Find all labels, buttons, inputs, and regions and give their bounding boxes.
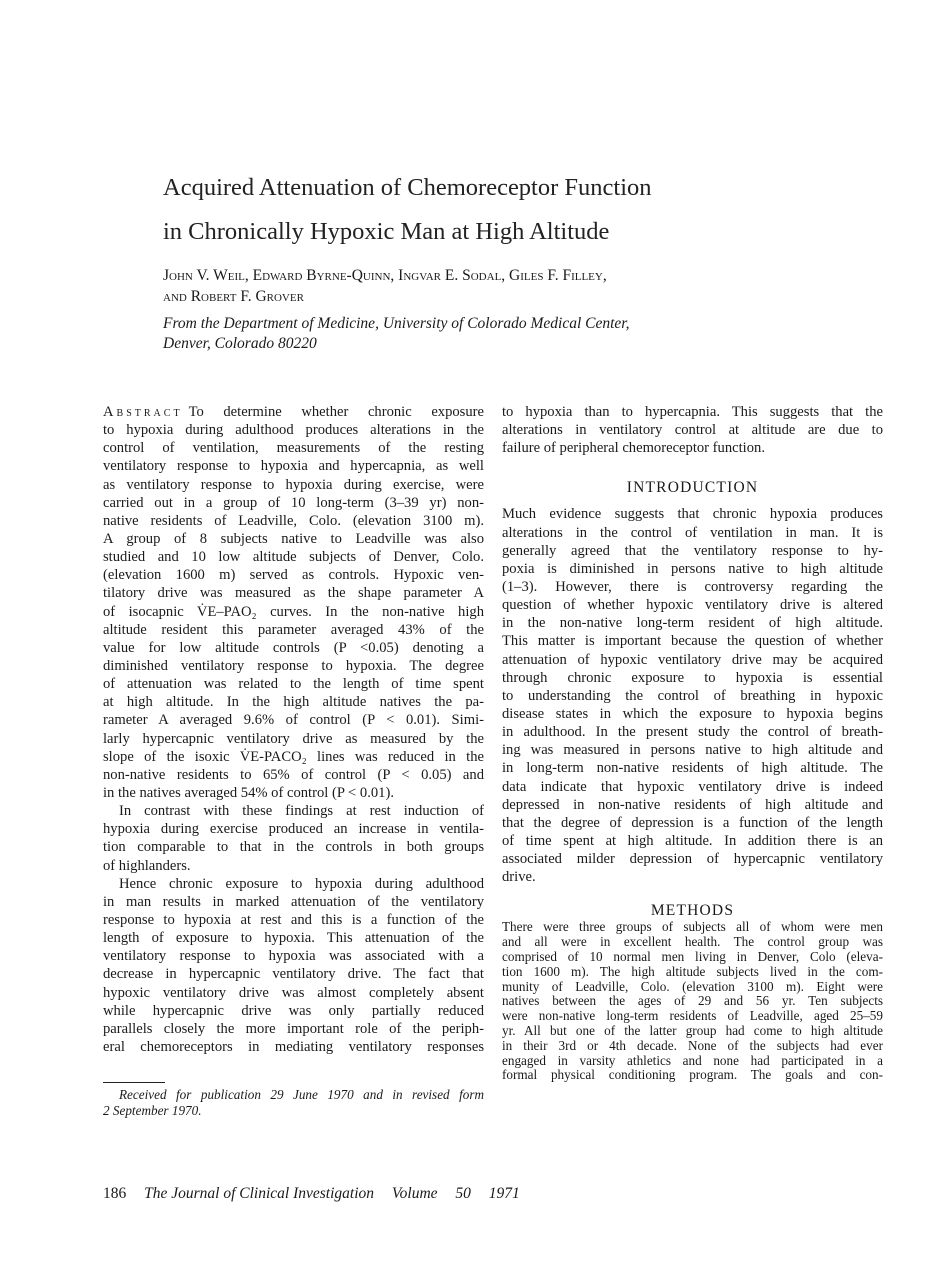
text-line: tilatory drive was measured as the shape parameter A — [103, 585, 484, 602]
text-line: depressed in non-native residents of high altitude and — [502, 796, 883, 813]
methods-heading: METHODS — [650, 902, 735, 920]
text-line: disease states in which the exposure to hypoxia begins — [502, 705, 883, 722]
affiliation-line: From the Department of Medicine, University of Colorado Medical Center, — [163, 315, 630, 332]
text-line: hypoxia during exercise produced an increase in ventila- — [103, 821, 484, 838]
text-line: tion 1600 m). The high altitude subjects lived in the com- — [502, 963, 883, 979]
paper-title — [163, 166, 652, 254]
text-line: engaged in varsity athletics and none had participated in a — [502, 1052, 883, 1068]
year: 1971 — [488, 1185, 520, 1202]
text-line: ventilatory response to hypoxia and hypercapnia, as well — [103, 458, 484, 475]
text-line: as ventilatory response to hypoxia during exercise, were — [103, 476, 484, 493]
text-line: at high altitude. In the high altitude natives the pa- — [103, 694, 484, 711]
text-line: There were three groups of subjects all of whom were men — [502, 919, 883, 935]
text-line: natives between the ages of 29 and 56 yr. Ten subjects — [502, 993, 883, 1009]
affiliation — [163, 314, 630, 354]
text-line: 2 September 1970. — [103, 1103, 202, 1118]
text-line: to hypoxia than to hypercapnia. This suggests that the — [502, 404, 883, 420]
text-line: diminished ventilatory response to hypoxia. The degree — [103, 657, 484, 674]
text-line: (elevation 1600 m) served as controls. Hypoxic ven- — [103, 567, 484, 584]
left-column — [103, 403, 484, 1056]
text-line: to understanding the control of breathing in hypoxic — [502, 687, 883, 704]
text-line: in the natives averaged 54% of control (P < 0.01). — [103, 784, 394, 801]
text-line: eral chemoreceptors in mediating ventilatory responses — [103, 1038, 484, 1055]
text-line: carried out in a group of 10 long-term (3–39 yr) non- — [103, 494, 484, 511]
text-line: in adulthood. In the present study the control of breath- — [502, 724, 883, 741]
text-line: larly hypercapnic ventilatory drive as measured by the — [103, 730, 484, 747]
text-line: value for low altitude controls (P <0.05) denoting a — [103, 639, 484, 656]
footnote-divider — [103, 1082, 165, 1083]
text-line: studied and 10 low altitude subjects of Denver, Colo. — [103, 549, 484, 566]
text-line: of time spent at high altitude. In addition there is an — [502, 832, 883, 849]
text-line: decrease in hypercapnic ventilatory drive. The fact that — [103, 966, 484, 983]
text-line: slope of the isoxic V̇E-PACO₂ lines was reduced in the — [103, 748, 484, 765]
title-line: in Chronically Hypoxic Man at High Altitude — [163, 218, 610, 245]
text-line: This matter is important because the question of whether — [502, 633, 883, 650]
page-number: 186 — [103, 1185, 127, 1202]
text-line: In contrast with these findings at rest induction of — [119, 803, 484, 820]
text-line: to hypoxia during adulthood produces alterations in the — [103, 422, 484, 439]
abstract-label: Abstract — [103, 404, 183, 420]
page-footer — [103, 1185, 534, 1203]
text-line: Hence chronic exposure to hypoxia during adulthood — [119, 875, 484, 892]
text-line: hypoxic ventilatory drive was almost completely absent — [103, 984, 484, 1001]
volume-label: Volume — [391, 1185, 438, 1202]
text-line: of isocapnic V̇E–PAO₂ curves. In the non-native high — [103, 603, 484, 620]
text-line: ing was measured in persons native to high altitude and — [502, 742, 883, 759]
text-line: failure of peripheral chemoreceptor function. — [502, 440, 765, 457]
text-line: response to hypoxia at rest and this is a function of the — [103, 911, 484, 928]
introduction-text — [502, 505, 883, 886]
text-line: were non-native long-term residents of Leadville, aged 25–59 — [502, 1008, 883, 1024]
text-line: in long-term non-native residents of high altitude. The — [502, 760, 883, 777]
text-line: data indicate that hypoxic ventilatory drive is indeed — [502, 778, 883, 795]
text-line: while hypercapnic drive was only partially reduced — [103, 1002, 484, 1019]
affiliation-line: Denver, Colorado 80220 — [163, 335, 317, 352]
text-line: and all were in excellent health. The control group was — [502, 934, 883, 950]
text-line: Received for publication 29 June 1970 and in revised form — [119, 1087, 484, 1102]
author-list — [163, 265, 607, 307]
text-line: alterations in the control of ventilation in man. It is — [502, 524, 883, 541]
text-line: in the non-native long-term resident of high altitude. — [502, 615, 883, 632]
footnote — [103, 1087, 484, 1119]
text-line: associated milder depression of hypercapnic ventilatory — [502, 851, 883, 868]
text-line: drive. — [502, 869, 536, 886]
text-line: in their 3rd or 4th decade. None of the subjects had ever — [502, 1037, 883, 1053]
text-line: parallels closely the more important role of the periph- — [103, 1020, 484, 1037]
text-line: question of whether hypoxic ventilatory drive is altered — [502, 597, 883, 614]
text-line: altitude resident this parameter averaged 43% of the — [103, 621, 484, 638]
text-line: length of exposure to hypoxia. This attenuation of the — [103, 930, 484, 947]
methods-text — [502, 920, 883, 1083]
text-line: Much evidence suggests that chronic hypoxia produces — [502, 506, 883, 523]
text-line: (1–3). However, there is controversy regarding the — [502, 578, 883, 595]
text-line — [103, 403, 484, 421]
text-line: through chronic exposure to hypoxia is essential — [502, 669, 883, 686]
text-line: ventilatory response to hypoxia was associated with a — [103, 948, 484, 965]
text-line: formal physical conditioning program. The goals and con- — [502, 1067, 883, 1083]
text-line: non-native residents to 65% of control (P < 0.05) and — [103, 766, 484, 783]
text-line: in man results in marked attenuation of the ventilatory — [103, 893, 484, 910]
text-span: To determine whether chronic exposure — [188, 404, 484, 420]
text-line: alterations in ventilatory control at altitude are due to — [502, 422, 883, 439]
text-line: comprised of 10 normal men living in Denver, Colo (eleva- — [502, 948, 883, 964]
right-column — [502, 403, 883, 1083]
introduction-heading: INTRODUCTION — [626, 479, 759, 497]
text-line: generally agreed that the ventilatory response to hy- — [502, 542, 883, 559]
text-line: of attenuation was related to the length of time spent — [103, 676, 484, 693]
volume-number: 50 — [455, 1185, 471, 1202]
text-line: of highlanders. — [103, 857, 191, 874]
authors-line: John V. Weil, Edward Byrne-Quinn, Ingvar E. Sodal, Giles F. Filley, — [163, 267, 607, 284]
text-line: munity of Leadville, Colo. (elevation 3100 m). Eight were — [502, 978, 883, 994]
title-line: Acquired Attenuation of Chemoreceptor Function — [163, 174, 652, 201]
journal-name: The Journal of Clinical Investigation — [144, 1185, 375, 1202]
text-line: yr. All but one of the latter group had come to high altitude — [502, 1022, 883, 1038]
text-line: tion comparable to that in the controls in both groups — [103, 839, 484, 856]
text-line: poxia is diminished in persons native to high altitude — [502, 560, 883, 577]
text-line: that the degree of depression is a function of the length — [502, 814, 883, 831]
text-line: A group of 8 subjects native to Leadville was also — [103, 530, 484, 547]
text-line: attenuation of hypoxic ventilatory drive may be acquired — [502, 651, 883, 668]
text-line: rameter A averaged 9.6% of control (P < 0.01). Simi- — [103, 712, 484, 729]
authors-line: and Robert F. Grover — [163, 288, 304, 305]
abstract-continuation — [502, 403, 883, 457]
text-line: native residents of Leadville, Colo. (elevation 3100 m). — [103, 512, 484, 529]
text-line: control of ventilation, measurements of the resting — [103, 440, 484, 457]
